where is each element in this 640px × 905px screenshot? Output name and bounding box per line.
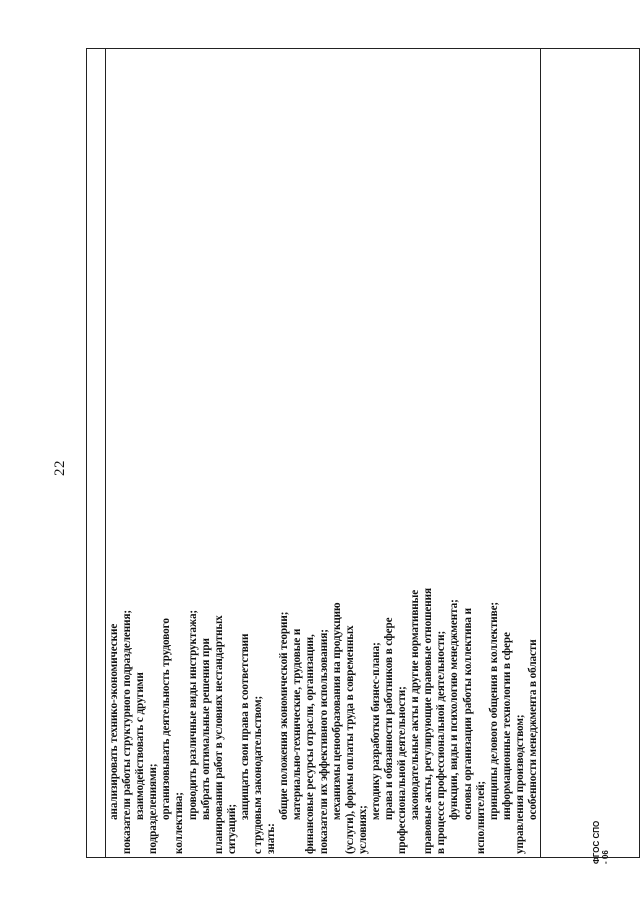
- content-text: [108, 53, 540, 854]
- text-line: исполнителей;: [474, 780, 487, 854]
- table-row: [106, 49, 541, 858]
- text-line: взаимодействовать с другими: [134, 672, 147, 820]
- text-line: анализировать технико-экономические: [108, 623, 120, 820]
- text-line: ситуаций;: [225, 804, 238, 854]
- text-line: принципы делового общения в коллективе;: [487, 601, 500, 820]
- content-cell: [106, 49, 541, 858]
- text-line: материально-технические, трудовые и: [291, 628, 304, 820]
- text-line: подразделениями;: [147, 763, 160, 854]
- page-number: 22: [52, 460, 68, 476]
- text-line: проводить различные виды инструктажа;: [186, 609, 199, 820]
- rotated-page: [86, 38, 586, 858]
- text-line: финансовые ресурсы отрасли, организации,: [304, 634, 317, 854]
- text-line: с трудовым законодательством;: [252, 695, 265, 854]
- text-line: организовывать деятельность трудового: [160, 618, 173, 820]
- text-line: функции, виды и психологию менеджмента;: [448, 599, 461, 820]
- text-line: методику разработки бизнес-плана;: [369, 642, 382, 820]
- competency-table: [86, 48, 640, 858]
- table-row: [541, 49, 640, 858]
- text-line: особенности менеджмента в области: [527, 639, 539, 820]
- text-line: управления производством;: [513, 714, 526, 854]
- text-line: защищать свои права в соответствии: [238, 633, 251, 820]
- text-line: информационные технологии в сфере: [500, 632, 513, 820]
- text-line: показатели их эффективного использования;: [317, 629, 330, 854]
- table-cell-empty: [541, 49, 640, 858]
- text-line: права и обязанности работников в сфере: [382, 617, 395, 820]
- text-line: механизмы ценообразования на продукцию: [330, 602, 343, 820]
- text-line: планировании работ в условиях нестандартных: [212, 615, 225, 854]
- text-line: знать:: [265, 823, 278, 854]
- document-footer: ФГОС СПО - 06: [592, 820, 610, 864]
- table-row: [87, 49, 106, 858]
- text-line: выбрать оптимальные решения при: [199, 638, 212, 820]
- text-line: правовые акты, регулирующие правовые отношения: [422, 588, 435, 854]
- text-line: общие положения экономической теории;: [278, 611, 291, 820]
- text-line: основы организации работы коллектива и: [461, 608, 474, 820]
- table-cell-empty: [87, 49, 106, 858]
- text-line: коллектива;: [173, 792, 186, 854]
- text-line: показатели работы структурного подразделения;: [121, 609, 134, 854]
- text-line: профессиональной деятельности;: [396, 686, 409, 854]
- text-line: (услуги), формы оплаты труда в современных: [343, 625, 356, 854]
- text-line: в процессе профессиональной деятельности;: [435, 630, 448, 854]
- text-line: законодательные акты и другие нормативные: [409, 589, 422, 820]
- text-line: условиях;: [356, 805, 369, 854]
